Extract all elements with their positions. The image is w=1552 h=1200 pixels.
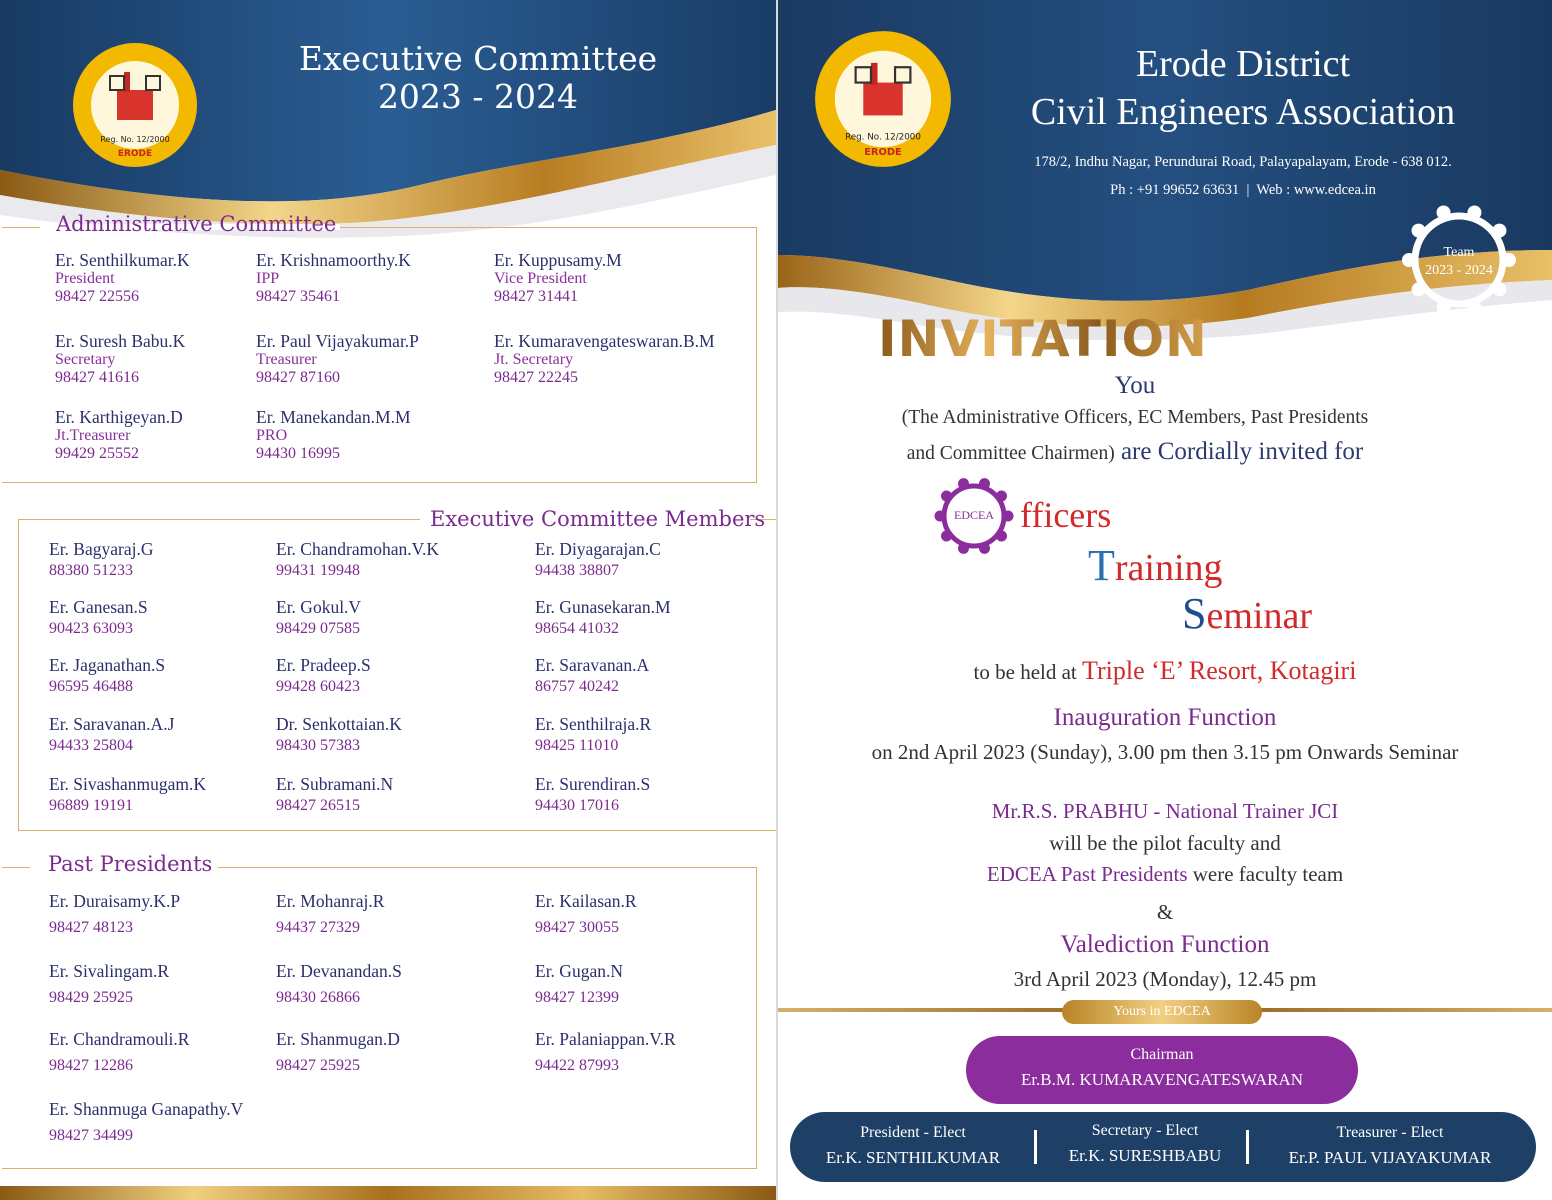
- ec-members-title: Executive Committee Members: [430, 507, 766, 531]
- member-name: Er. Bagyaraj.G: [49, 539, 154, 559]
- member-role: Treasurer: [256, 351, 317, 368]
- invitation-page: [778, 0, 1552, 1200]
- association-logo-right: [814, 30, 952, 172]
- member-phone: 98425 11010: [535, 737, 619, 754]
- member-phone: 98427 22556: [55, 288, 139, 305]
- faculty-team-name: EDCEA Past Presidents: [986, 862, 1188, 886]
- member-ring-icon: [958, 543, 969, 554]
- team-member-icon: [1492, 282, 1506, 296]
- member-name: Er. Saravanan.A.J: [49, 714, 175, 734]
- treasurer-elect: [1250, 1112, 1530, 1168]
- invitees-line-1: (The Administrative Officers, EC Members, Past Presidents: [901, 407, 1369, 428]
- contact-info: Ph : +91 99652 63631 | Web : www.edcea.in: [1110, 182, 1376, 198]
- elect-separator: [1034, 1130, 1037, 1164]
- elect-separator: [1246, 1130, 1249, 1164]
- member-name: Er. Sivashanmugam.K: [49, 774, 206, 794]
- seminar-rest: eminar: [1206, 595, 1312, 637]
- faculty-team-rest: were faculty team: [1187, 862, 1344, 886]
- member-phone: 99431 19948: [276, 562, 360, 579]
- svg-text:Reg. No. 12/2000: Reg. No. 12/2000: [100, 135, 170, 144]
- venue-name: Triple ‘E’ Resort, Kotagiri: [1082, 656, 1357, 685]
- member-phone: 98427 87160: [256, 369, 340, 386]
- ampersand: &: [1156, 900, 1174, 924]
- member-name: Er. Kuppusamy.M: [494, 250, 622, 270]
- venue-prefix: to be held at: [973, 660, 1083, 684]
- secretary-elect-name: Er.K. SURESHBABU: [1068, 1146, 1222, 1165]
- member-role: Secretary: [55, 351, 116, 368]
- member-name: Er. Karthigeyan.D: [55, 407, 183, 427]
- officers-word: fficers: [1020, 495, 1112, 535]
- member-name: Er. Sivalingam.R: [49, 961, 170, 981]
- member-phone: 99428 60423: [276, 678, 360, 695]
- member-phone: 98427 31441: [494, 288, 578, 305]
- member-phone: 86757 40242: [535, 678, 619, 695]
- edcea-badge-label: EDCEA: [954, 508, 994, 522]
- page-title: [280, 40, 676, 116]
- past-presidents-title: Past Presidents: [48, 852, 213, 876]
- team-member-icon: [1412, 282, 1426, 296]
- svg-text:ERODE: ERODE: [864, 146, 902, 158]
- member-ring-icon: [941, 530, 952, 541]
- member-ring-icon: [979, 543, 990, 554]
- team-member-icon: [1437, 205, 1451, 219]
- member-name: Dr. Senkottaian.K: [276, 714, 402, 734]
- member-name: Er. Pradeep.S: [276, 655, 371, 675]
- president-elect: [790, 1112, 1036, 1168]
- faculty-name: Mr.R.S. PRABHU - National Trainer JCI: [991, 799, 1339, 823]
- member-name: Er. Senthilkumar.K: [55, 250, 190, 270]
- member-name: Er. Diyagarajan.C: [535, 539, 661, 559]
- svg-text:Reg. No. 12/2000: Reg. No. 12/2000: [845, 132, 921, 143]
- member-name: Er. Duraisamy.K.P: [49, 891, 181, 911]
- svg-text:ERODE: ERODE: [117, 149, 153, 159]
- training-rest: raining: [1114, 547, 1223, 589]
- member-phone: 98427 26515: [276, 797, 360, 814]
- yours-in-edcea: Yours in EDCEA: [1062, 1000, 1262, 1024]
- member-name: Er. Subramani.N: [276, 774, 394, 794]
- member-name: Er. Ganesan.S: [49, 597, 148, 617]
- team-member-icon: [1467, 205, 1481, 219]
- member-phone: 88380 51233: [49, 562, 133, 579]
- training-word: [1088, 540, 1223, 591]
- secretary-elect-role: Secretary - Elect: [1091, 1122, 1199, 1139]
- treasurer-elect-name: Er.P. PAUL VIJAYAKUMAR: [1288, 1148, 1492, 1167]
- member-name: Er. Paul Vijayakumar.P: [256, 331, 419, 351]
- member-role: President: [55, 270, 115, 287]
- member-phone: 98427 12399: [535, 989, 619, 1006]
- team-member-icon: [1437, 301, 1451, 315]
- past-presidents-box: [2, 867, 757, 1169]
- treasurer-elect-role: Treasurer - Elect: [1336, 1124, 1444, 1141]
- elects-bar: [790, 1112, 1536, 1182]
- member-phone: 94430 17016: [535, 797, 619, 814]
- member-phone: 98427 35461: [256, 288, 340, 305]
- president-elect-role: President - Elect: [860, 1124, 966, 1141]
- member-phone: 94430 16995: [256, 445, 340, 462]
- member-phone: 94433 25804: [49, 737, 133, 754]
- training-initial: T: [1088, 541, 1115, 590]
- member-name: Er. Chandramouli.R: [49, 1029, 190, 1049]
- team-badge-line-1: Team: [1443, 245, 1475, 260]
- member-name: Er. Gugan.N: [535, 961, 623, 981]
- member-phone: 98427 48123: [49, 919, 133, 936]
- member-role: PRO: [256, 427, 288, 444]
- member-phone: 90423 63093: [49, 620, 133, 637]
- member-role: IPP: [256, 270, 280, 287]
- member-name: Er. Saravanan.A: [535, 655, 650, 675]
- invitees-line-2: [778, 438, 1522, 466]
- venue-line: [778, 656, 1552, 686]
- member-phone: 98430 26866: [276, 989, 360, 1006]
- inauguration-title: Inauguration Function: [1053, 704, 1277, 731]
- member-phone: 98429 25925: [49, 989, 133, 1006]
- title-line-1: Executive Committee: [298, 39, 658, 78]
- member-phone: 98429 07585: [276, 620, 360, 637]
- team-member-icon: [1412, 224, 1426, 238]
- member-name: Er. Manekandan.M.M: [256, 407, 411, 427]
- seminar-word: [1182, 588, 1312, 639]
- invitees-list: and Committee Chairmen): [906, 443, 1115, 464]
- member-phone: 98427 12286: [49, 1057, 133, 1074]
- chairman-pill: [966, 1036, 1358, 1104]
- member-name: Er. Kumaravengateswaran.B.M: [494, 331, 715, 351]
- member-phone: 96889 19191: [49, 797, 133, 814]
- member-name: Er. Krishnamoorthy.K: [256, 250, 411, 270]
- team-member-icon: [1467, 301, 1481, 315]
- invitation-heading: INVITATION: [878, 310, 1208, 368]
- chairman-name: Er.B.M. KUMARAVENGATESWARAN: [1020, 1070, 1304, 1089]
- org-name: [968, 40, 1518, 136]
- member-name: Er. Senthilraja.R: [535, 714, 652, 734]
- member-phone: 98654 41032: [535, 620, 619, 637]
- member-name: Er. Shanmuga Ganapathy.V: [49, 1099, 244, 1119]
- association-logo: [72, 42, 198, 172]
- member-phone: 94437 27329: [276, 919, 360, 936]
- valediction-detail: 3rd April 2023 (Monday), 12.45 pm: [1013, 967, 1317, 991]
- member-name: Er. Shanmugan.D: [276, 1029, 400, 1049]
- org-name-line-2: Civil Engineers Association: [1030, 91, 1456, 133]
- admin-committee-title: Administrative Committee: [56, 212, 337, 236]
- edcea-badge: [932, 474, 1016, 558]
- bottom-gold-bar: [0, 1186, 776, 1200]
- member-ring-icon: [941, 491, 952, 502]
- secretary-elect: [1040, 1112, 1250, 1166]
- member-name: Er. Mohanraj.R: [276, 891, 385, 911]
- member-name: Er. Devanandan.S: [276, 961, 402, 981]
- member-name: Er. Chandramohan.V.K: [276, 539, 439, 559]
- member-role: Vice President: [494, 270, 587, 287]
- team-badge-line-2: 2023 - 2024: [1425, 263, 1493, 278]
- member-name: Er. Gokul.V: [276, 597, 362, 617]
- member-phone: 98430 57383: [276, 737, 360, 754]
- member-phone: 94438 38807: [535, 562, 619, 579]
- member-phone: 99429 25552: [55, 445, 139, 462]
- president-elect-name: Er.K. SENTHILKUMAR: [825, 1148, 1001, 1167]
- member-ring-icon: [996, 530, 1007, 541]
- inauguration-detail: on 2nd April 2023 (Sunday), 3.00 pm then 3.15 pm Onwards Seminar: [871, 740, 1459, 764]
- member-phone: 98427 22245: [494, 369, 578, 386]
- you-text: You: [1114, 372, 1156, 399]
- member-name: Er. Jaganathan.S: [49, 655, 166, 675]
- member-role: Jt.Treasurer: [55, 427, 131, 444]
- member-phone: 98427 34499: [49, 1127, 133, 1144]
- member-name: Er. Suresh Babu.K: [55, 331, 186, 351]
- member-ring-icon: [996, 491, 1007, 502]
- org-name-line-1: Erode District: [1135, 43, 1351, 85]
- cordially-invited: are Cordially invited for: [1114, 438, 1364, 465]
- member-name: Er. Gunasekaran.M: [535, 597, 671, 617]
- member-phone: 98427 25925: [276, 1057, 360, 1074]
- member-phone: 98427 41616: [55, 369, 139, 386]
- team-badge: [1394, 200, 1524, 320]
- valediction-title: Valediction Function: [1060, 931, 1270, 958]
- member-name: Er. Surendiran.S: [535, 774, 651, 794]
- member-ring-icon: [979, 478, 990, 489]
- address: 178/2, Indhu Nagar, Perundurai Road, Palayapalayam, Erode - 638 012.: [1034, 154, 1452, 170]
- team-member-icon: [1492, 224, 1506, 238]
- member-role: Jt. Secretary: [494, 351, 574, 368]
- member-phone: 96595 46488: [49, 678, 133, 695]
- faculty-line-2: will be the pilot faculty and: [1049, 831, 1281, 855]
- member-ring-icon: [958, 478, 969, 489]
- title-line-2: 2023 - 2024: [377, 77, 579, 116]
- faculty-line-3: [778, 862, 1552, 887]
- seminar-initial: S: [1182, 589, 1207, 638]
- member-name: Er. Kailasan.R: [535, 891, 637, 911]
- chairman-role: Chairman: [1130, 1046, 1194, 1063]
- member-name: Er. Palaniappan.V.R: [535, 1029, 676, 1049]
- member-phone: 98427 30055: [535, 919, 619, 936]
- member-phone: 94422 87993: [535, 1057, 619, 1074]
